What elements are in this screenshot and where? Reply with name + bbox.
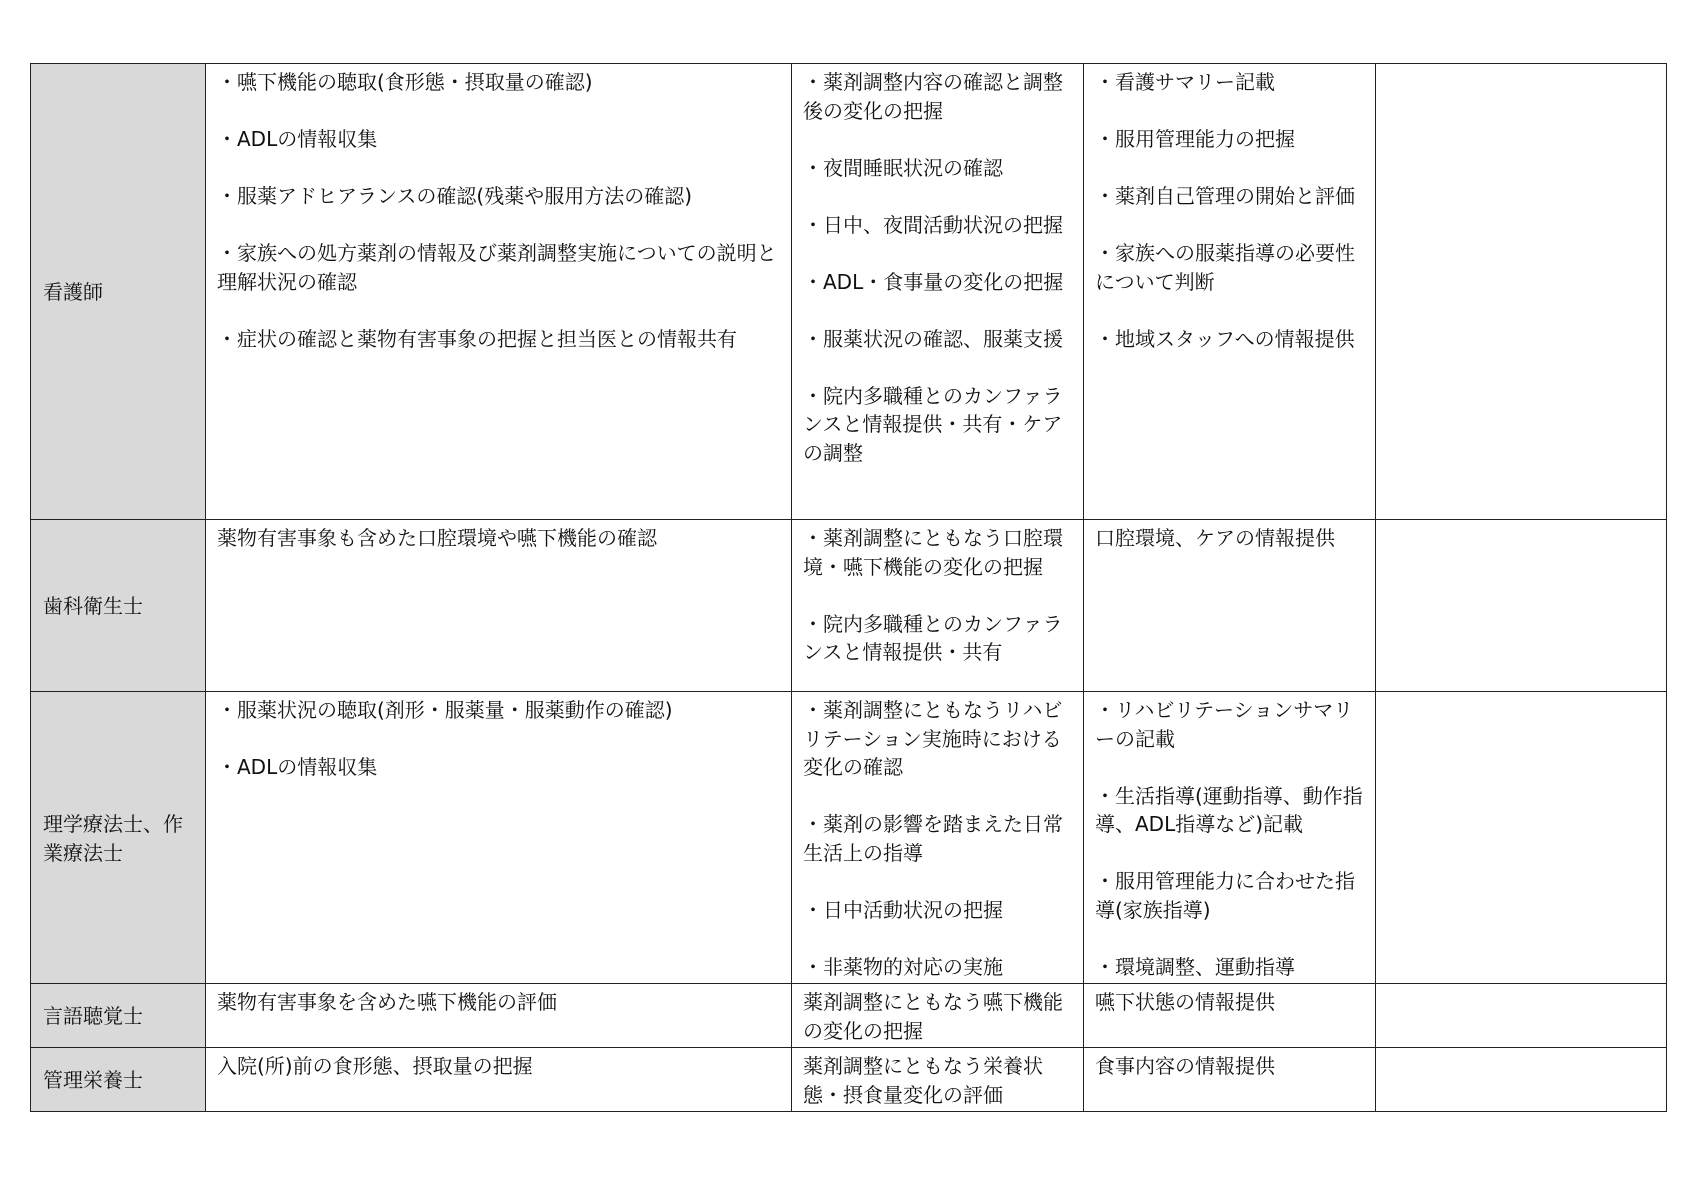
list-item: ・薬剤自己管理の開始と評価	[1095, 184, 1355, 208]
list-item: 食事内容の情報提供	[1095, 1054, 1275, 1078]
list-item: ・夜間睡眠状況の確認	[803, 155, 1003, 180]
list-item: ・家族への処方薬剤の情報及び薬剤調整実施についての説明と理解状況の確認	[217, 241, 777, 294]
cell-col3	[792, 692, 1084, 984]
list-item: ・環境調整、運動指導	[1095, 954, 1295, 979]
list-item: 薬物有害事象も含めた口腔環境や嚥下機能の確認	[217, 526, 657, 550]
list-item: 嚥下状態の情報提供	[1095, 990, 1275, 1014]
list-item: ・薬剤調整内容の確認と調整後の変化の把握	[803, 70, 1063, 123]
list-item: ・生活指導(運動指導、動作指導、ADL指導など)記載	[1095, 783, 1363, 836]
role-label: 管理栄養士	[43, 1068, 143, 1093]
list-item: ・非薬物的対応の実施	[803, 954, 1003, 979]
list-item: ・服薬状況の確認、服薬支援	[803, 326, 1063, 351]
role-cell	[31, 984, 206, 1048]
list-item: ・服薬アドヒアランスの確認(残薬や服用方法の確認)	[217, 184, 693, 208]
list-item: ・服用管理能力に合わせた指導(家族指導)	[1095, 869, 1355, 922]
cell-col3	[792, 1048, 1084, 1112]
cell-col4	[1084, 520, 1376, 692]
list-item: ・服用管理能力の把握	[1095, 127, 1295, 151]
role-activity-table	[30, 63, 1667, 1112]
list-item: ・看護サマリー記載	[1095, 70, 1275, 94]
cell-col5-empty	[1376, 984, 1667, 1048]
list-item: 入院(所)前の食形態、摂取量の把握	[217, 1054, 533, 1078]
cell-col2	[206, 984, 792, 1048]
list-item: ・症状の確認と薬物有害事象の把握と担当医との情報共有	[217, 326, 737, 351]
cell-col4	[1084, 1048, 1376, 1112]
cell-col5-empty	[1376, 520, 1667, 692]
list-item: ・日中、夜間活動状況の把握	[803, 212, 1063, 237]
list-item: ・日中活動状況の把握	[803, 897, 1003, 922]
cell-col2	[206, 692, 792, 984]
cell-col4	[1084, 692, 1376, 984]
list-item: ・家族への服薬指導の必要性について判断	[1095, 241, 1355, 294]
list-item: 薬剤調整にともなう嚥下機能の変化の把握	[803, 990, 1063, 1043]
cell-col5-empty	[1376, 1048, 1667, 1112]
list-item: 口腔環境、ケアの情報提供	[1095, 526, 1335, 550]
table-row	[31, 1048, 1667, 1112]
list-item: ・嚥下機能の聴取(食形態・摂取量の確認)	[217, 70, 593, 94]
list-item: ・服薬状況の聴取(剤形・服薬量・服薬動作の確認)	[217, 698, 673, 722]
role-label: 言語聴覚士	[43, 1004, 143, 1029]
table-row	[31, 984, 1667, 1048]
cell-col3	[792, 64, 1084, 520]
list-item: ・ADL・食事量の変化の把握	[803, 269, 1064, 294]
cell-col2	[206, 520, 792, 692]
cell-col3	[792, 520, 1084, 692]
cell-col4	[1084, 984, 1376, 1048]
list-item: ・ADLの情報収集	[217, 755, 378, 779]
list-item: ・薬剤調整にともなうリハビリテーション実施時における変化の確認	[803, 698, 1063, 779]
list-item: ・ADLの情報収集	[217, 127, 378, 151]
cell-col3	[792, 984, 1084, 1048]
list-item: ・薬剤調整にともなう口腔環境・嚥下機能の変化の把握	[803, 526, 1063, 579]
list-item: ・地域スタッフへの情報提供	[1095, 326, 1355, 351]
role-label: 理学療法士、作業療法士	[43, 812, 183, 865]
role-cell	[31, 64, 206, 520]
table-row	[31, 692, 1667, 984]
table-row	[31, 520, 1667, 692]
role-cell	[31, 692, 206, 984]
list-item: ・リハビリテーションサマリーの記載	[1095, 698, 1354, 751]
table-row	[31, 64, 1667, 520]
role-cell	[31, 1048, 206, 1112]
role-label: 看護師	[43, 280, 103, 305]
cell-col5-empty	[1376, 64, 1667, 520]
cell-col5-empty	[1376, 692, 1667, 984]
list-item: 薬剤調整にともなう栄養状態・摂食量変化の評価	[803, 1054, 1043, 1107]
cell-col2	[206, 1048, 792, 1112]
list-item: ・院内多職種とのカンファランスと情報提供・共有・ケアの調整	[803, 383, 1063, 465]
list-item: ・薬剤の影響を踏まえた日常生活上の指導	[803, 812, 1063, 865]
list-item: ・院内多職種とのカンファランスと情報提供・共有	[803, 611, 1063, 664]
role-label: 歯科衛生士	[43, 594, 143, 619]
cell-col2	[206, 64, 792, 520]
cell-col4	[1084, 64, 1376, 520]
role-cell	[31, 520, 206, 692]
list-item: 薬物有害事象を含めた嚥下機能の評価	[217, 990, 557, 1014]
